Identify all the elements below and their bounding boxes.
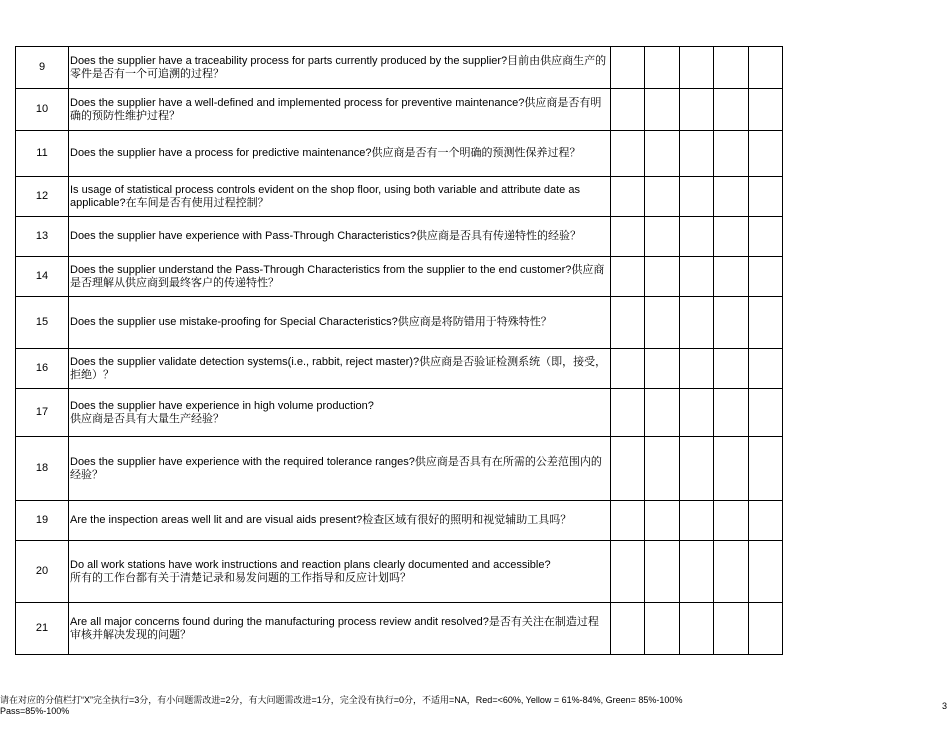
score-cell[interactable] <box>645 603 680 655</box>
score-cell[interactable] <box>714 297 749 349</box>
table-row <box>16 389 783 437</box>
score-cell[interactable] <box>749 297 783 349</box>
score-cell[interactable] <box>680 603 714 655</box>
score-cell[interactable] <box>611 501 645 541</box>
item-number: 15 <box>16 297 69 349</box>
score-cell[interactable] <box>611 131 645 177</box>
score-cell[interactable] <box>749 501 783 541</box>
item-number: 10 <box>16 89 69 131</box>
score-cell[interactable] <box>714 603 749 655</box>
score-cell[interactable] <box>680 541 714 603</box>
score-cell[interactable] <box>680 47 714 89</box>
score-cell[interactable] <box>749 437 783 501</box>
score-cell[interactable] <box>645 437 680 501</box>
audit-question: Does the supplier have a traceability process for parts currently produced by the supplier?目前由供应商生产的零件是否有一个可追溯的过程？ <box>69 47 611 89</box>
score-cell[interactable] <box>645 47 680 89</box>
table-row <box>16 217 783 257</box>
score-cell[interactable] <box>714 131 749 177</box>
item-number: 12 <box>16 177 69 217</box>
audit-question: Does the supplier use mistake-proofing for Special Characteristics?供应商是将防错用于特殊特性？ <box>69 297 611 349</box>
score-cell[interactable] <box>714 349 749 389</box>
table-row <box>16 501 783 541</box>
score-cell[interactable] <box>611 541 645 603</box>
table-row <box>16 349 783 389</box>
score-cell[interactable] <box>645 89 680 131</box>
audit-question: Does the supplier have experience in high volume production? 供应商是否具有大量生产经验？ <box>69 389 611 437</box>
score-cell[interactable] <box>714 89 749 131</box>
score-cell[interactable] <box>714 217 749 257</box>
score-cell[interactable] <box>749 603 783 655</box>
audit-question: Does the supplier have experience with Pass-Through Characteristics?供应商是否具有传递特性的经验？ <box>69 217 611 257</box>
score-cell[interactable] <box>680 501 714 541</box>
score-cell[interactable] <box>749 47 783 89</box>
table-row <box>16 541 783 603</box>
score-cell[interactable] <box>645 541 680 603</box>
score-cell[interactable] <box>680 257 714 297</box>
audit-question: Do all work stations have work instructions and reaction plans clearly documented and accessible? 所有的工作台都有关于清楚记录和易发问题的工作指导和反应计划吗？ <box>69 541 611 603</box>
score-cell[interactable] <box>645 217 680 257</box>
table-row <box>16 177 783 217</box>
table-row <box>16 603 783 655</box>
score-cell[interactable] <box>611 217 645 257</box>
item-number: 21 <box>16 603 69 655</box>
score-cell[interactable] <box>680 389 714 437</box>
score-cell[interactable] <box>749 217 783 257</box>
score-cell[interactable] <box>611 603 645 655</box>
score-cell[interactable] <box>714 389 749 437</box>
checklist-rows <box>16 47 783 655</box>
score-cell[interactable] <box>611 47 645 89</box>
audit-question: Are the inspection areas well lit and are visual aids present?检查区域有很好的照明和视觉辅助工具吗？ <box>69 501 611 541</box>
score-cell[interactable] <box>645 297 680 349</box>
score-cell[interactable] <box>645 501 680 541</box>
score-cell[interactable] <box>611 437 645 501</box>
page-number: 3 <box>942 701 948 711</box>
score-cell[interactable] <box>611 177 645 217</box>
item-number: 17 <box>16 389 69 437</box>
audit-question: Does the supplier have a process for predictive maintenance?供应商是否有一个明确的预测性保养过程？ <box>69 131 611 177</box>
score-cell[interactable] <box>714 541 749 603</box>
score-cell[interactable] <box>749 349 783 389</box>
score-cell[interactable] <box>749 541 783 603</box>
item-number: 16 <box>16 349 69 389</box>
item-number: 9 <box>16 47 69 89</box>
audit-checklist-table <box>15 46 783 655</box>
audit-question: Does the supplier have a well-defined and implemented process for preventive maintenance?供应商是否有明确的预防性维护过程？ <box>69 89 611 131</box>
score-cell[interactable] <box>645 131 680 177</box>
score-cell[interactable] <box>749 89 783 131</box>
score-cell[interactable] <box>714 501 749 541</box>
score-cell[interactable] <box>680 349 714 389</box>
score-cell[interactable] <box>680 89 714 131</box>
table-row <box>16 257 783 297</box>
score-cell[interactable] <box>714 257 749 297</box>
audit-question: Does the supplier understand the Pass-Through Characteristics from the supplier to the end customer?供应商是否理解从供应商到最终客户的传递特性？ <box>69 257 611 297</box>
score-cell[interactable] <box>714 437 749 501</box>
score-cell[interactable] <box>611 257 645 297</box>
scoring-instructions-line1: 请在对应的分值栏打“X”完全执行=3分，有小问题需改进=2分，有大问题需改进=1分，完全没有执行=0分，不适用=NA，Red=<60%, Yellow = 61%-84%, Green= 85%-100% <box>0 695 683 705</box>
score-cell[interactable] <box>611 389 645 437</box>
table-row <box>16 89 783 131</box>
score-cell[interactable] <box>749 131 783 177</box>
item-number: 18 <box>16 437 69 501</box>
scoring-instructions-line2: Pass=85%-100% <box>0 706 70 716</box>
score-cell[interactable] <box>749 257 783 297</box>
item-number: 19 <box>16 501 69 541</box>
item-number: 11 <box>16 131 69 177</box>
score-cell[interactable] <box>680 437 714 501</box>
score-cell[interactable] <box>680 297 714 349</box>
score-cell[interactable] <box>611 297 645 349</box>
score-cell[interactable] <box>611 349 645 389</box>
score-cell[interactable] <box>645 257 680 297</box>
audit-question: Is usage of statistical process controls evident on the shop floor, using both variable and attribute date as applicable?在车间是否有使用过程控制？ <box>69 177 611 217</box>
score-cell[interactable] <box>680 177 714 217</box>
score-cell[interactable] <box>645 349 680 389</box>
score-cell[interactable] <box>749 389 783 437</box>
audit-question: Are all major concerns found during the manufacturing process review andit resolved?是否有关注在制造过程审核并解决发现的问题？ <box>69 603 611 655</box>
score-cell[interactable] <box>714 47 749 89</box>
audit-question: Does the supplier validate detection systems(i.e., rabbit, reject master)?供应商是否验证检测系统（即，接受，拒绝）？ <box>69 349 611 389</box>
table-row <box>16 437 783 501</box>
score-cell[interactable] <box>611 89 645 131</box>
audit-question: Does the supplier have experience with the required tolerance ranges?供应商是否具有在所需的公差范围内的经验？ <box>69 437 611 501</box>
score-cell[interactable] <box>645 389 680 437</box>
table-row <box>16 131 783 177</box>
scoring-instructions <box>0 695 900 717</box>
score-cell[interactable] <box>749 177 783 217</box>
item-number: 13 <box>16 217 69 257</box>
item-number: 20 <box>16 541 69 603</box>
score-cell[interactable] <box>680 217 714 257</box>
table-row <box>16 47 783 89</box>
table-row <box>16 297 783 349</box>
score-cell[interactable] <box>645 177 680 217</box>
score-cell[interactable] <box>714 177 749 217</box>
score-cell[interactable] <box>680 131 714 177</box>
item-number: 14 <box>16 257 69 297</box>
